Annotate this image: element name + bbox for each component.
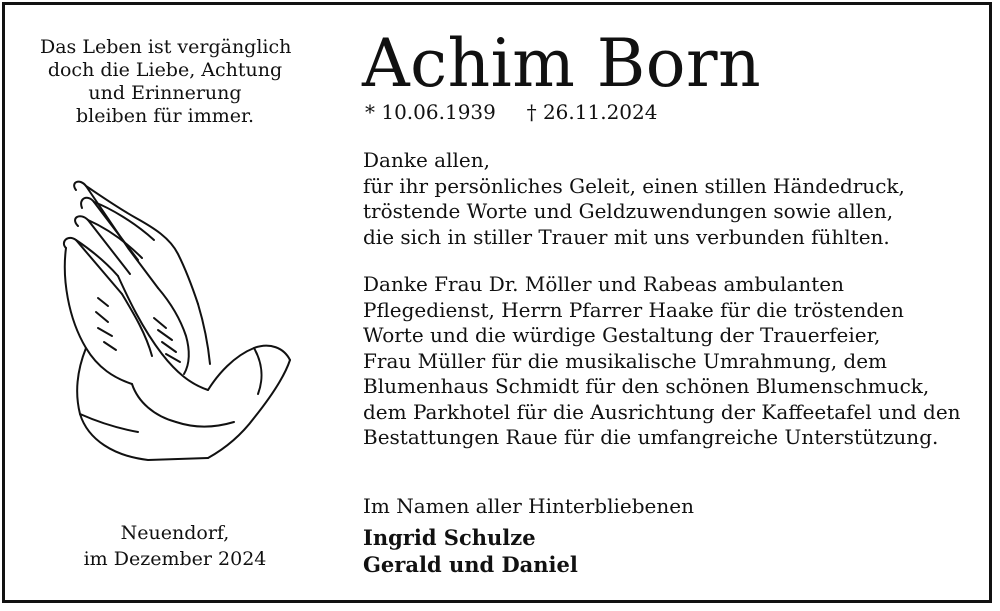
- birth-symbol: *: [365, 100, 375, 124]
- text-line: dem Parkhotel für die Ausrichtung der Kaffeetafel und den: [363, 399, 961, 424]
- death-symbol: †: [526, 100, 537, 124]
- life-dates: [365, 100, 657, 124]
- signers: [363, 524, 578, 578]
- text-line: Danke allen,: [363, 148, 490, 172]
- quote-line: und Erinnerung: [88, 82, 242, 104]
- text-line: für ihr persönliches Geleit, einen stillen Händedruck,: [363, 173, 905, 198]
- date-line: im Dezember 2024: [83, 548, 267, 570]
- place-line: Neuendorf,: [120, 522, 230, 544]
- signer-name: Gerald und Daniel: [363, 552, 578, 577]
- closing-line: Im Namen aller Hinterbliebenen: [363, 494, 694, 518]
- quote-line: bleiben für immer.: [75, 105, 255, 127]
- quote-line: Das Leben ist vergänglich: [40, 36, 292, 58]
- praying-hands-icon: [58, 178, 298, 463]
- text-line: Worte und die würdige Gestaltung der Trauerfeier,: [363, 323, 881, 347]
- memorial-quote: [40, 36, 290, 128]
- text-line: Pflegedienst, Herrn Pfarrer Haake für die tröstenden: [363, 297, 904, 322]
- thanks-paragraph-2: [363, 272, 961, 451]
- text-line: Blumenhaus Schmidt für den schönen Blumenschmuck,: [363, 374, 930, 398]
- signer-name: Ingrid Schulze: [363, 525, 536, 550]
- text-line: tröstende Worte und Geldzuwendungen sowie allen,: [363, 199, 894, 223]
- birth-date: 10.06.1939: [381, 100, 496, 124]
- text-line: Bestattungen Raue für die umfangreiche Unterstützung.: [363, 425, 939, 449]
- deceased-name: Achim Born: [362, 25, 762, 102]
- quote-line: doch die Liebe, Achtung: [47, 59, 283, 81]
- text-line: Danke Frau Dr. Möller und Rabeas ambulanten: [363, 272, 845, 296]
- text-line: die sich in stiller Trauer mit uns verbunden fühlten.: [363, 224, 890, 249]
- thanks-paragraph-1: [363, 148, 905, 250]
- death-date: 26.11.2024: [542, 100, 658, 124]
- text-line: Frau Müller für die musikalische Umrahmung, dem: [363, 348, 888, 373]
- place-date: [60, 520, 290, 572]
